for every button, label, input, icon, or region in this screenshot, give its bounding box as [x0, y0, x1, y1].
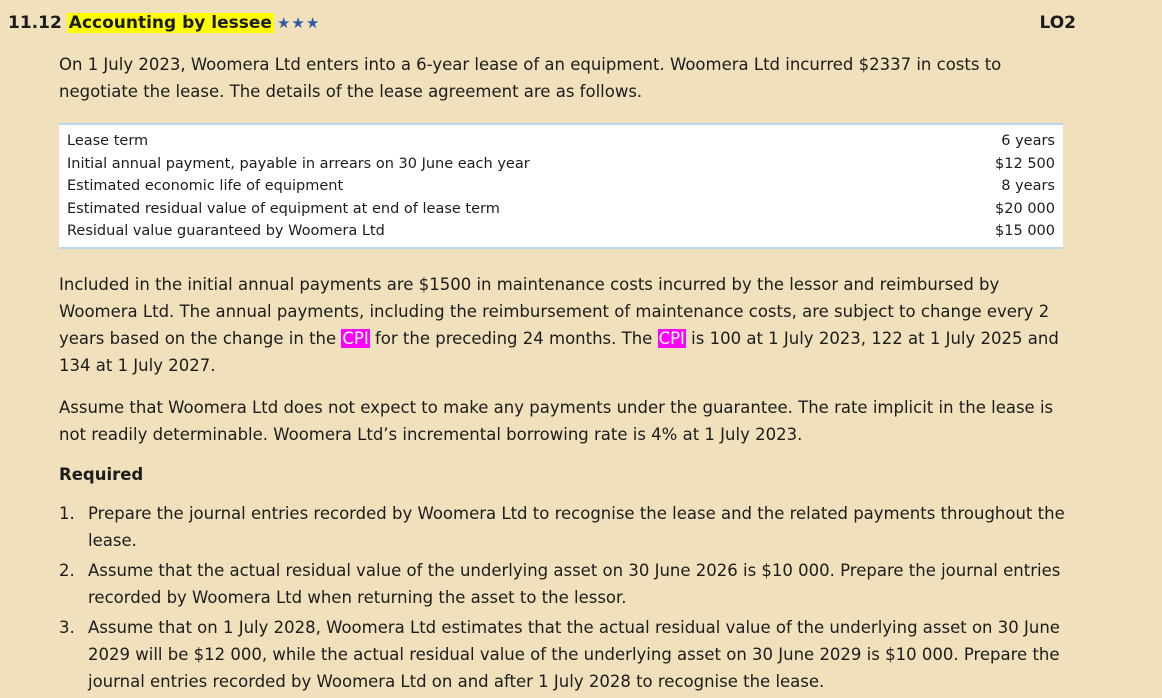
maintenance-paragraph	[59, 271, 1079, 379]
list-item	[59, 500, 1079, 554]
required-list	[59, 500, 1079, 695]
detail-value: $15 000	[995, 223, 1055, 239]
exercise-number: 11.12	[8, 13, 62, 33]
item-text: Prepare the journal entries recorded by Woomera Ltd to recognise the lease and the related payments throughout the lease.	[88, 503, 1065, 550]
list-item	[59, 614, 1079, 695]
cpi-highlight: CPI	[658, 328, 685, 348]
detail-value: 6 years	[1001, 133, 1055, 149]
detail-label: Residual value guaranteed by Woomera Ltd	[67, 223, 385, 239]
table-row	[59, 153, 1063, 176]
guarantee-paragraph: Assume that Woomera Ltd does not expect to make any payments under the guarantee. The rate implicit in the lease is not readily determinable. Woomera Ltd’s incremental borrowing rate is 4% at 1 July 2023.	[59, 397, 1054, 444]
table-row	[59, 198, 1063, 221]
intro-paragraph: On 1 July 2023, Woomera Ltd enters into a 6-year lease of an equipment. Woomera Ltd incurred $2337 in costs to negotiate the lease. The details of the lease agreement are as follows.	[59, 55, 1002, 101]
detail-label: Initial annual payment, payable in arrears on 30 June each year	[67, 155, 530, 172]
detail-value: $12 500	[995, 155, 1055, 172]
item-text: Assume that on 1 July 2028, Woomera Ltd estimates that the actual residual value of the underlying asset on 30 June 2029 will be $12 000, while the actual residual value of the underlying asset on 30 June 2029 is $10 000. Prepare the journal entries recorded by Woomera Ltd on and after 1 July 2028 to recognise the lease.	[88, 617, 1060, 691]
difficulty-stars-icon: ★★★	[276, 14, 321, 32]
exercise-body	[59, 51, 1079, 698]
table-row	[59, 130, 1063, 153]
detail-label: Lease term	[67, 133, 149, 149]
item-number: 3.	[59, 617, 75, 637]
lease-details-table	[59, 123, 1063, 249]
list-item	[59, 557, 1079, 611]
item-number: 1.	[59, 503, 75, 523]
exercise-header	[8, 11, 1076, 35]
exercise-title: Accounting by lessee	[68, 13, 272, 33]
detail-value: 8 years	[1001, 178, 1055, 194]
maintenance-text-part3: is 100 at 1 July 2023, 122 at 1 July 2025 and 134 at 1 July 2027.	[59, 328, 1059, 375]
detail-label: Estimated economic life of equipment	[67, 178, 344, 194]
maintenance-text-part2: for the preceding 24 months. The	[369, 328, 658, 348]
required-heading: Required	[59, 464, 144, 484]
table-row	[59, 220, 1063, 243]
maintenance-text-part1: Included in the initial annual payments are $1500 in maintenance costs incurred by the lessor and reimbursed by Woomera Ltd. The annual payments, including the reimbursement of maintenance costs, are subject to change every 2 years based on the change in the	[59, 274, 1050, 348]
table-row	[59, 175, 1063, 198]
learning-objective: LO2	[1039, 13, 1076, 33]
detail-label: Estimated residual value of equipment at end of lease term	[67, 200, 500, 217]
item-text: Assume that the actual residual value of the underlying asset on 30 June 2026 is $10 000. Prepare the journal entries recorded by Woomera Ltd when returning the asset to the lessor.	[88, 560, 1061, 607]
detail-value: $20 000	[995, 200, 1055, 217]
item-number: 2.	[59, 560, 75, 580]
cpi-highlight: CPI	[342, 328, 369, 348]
